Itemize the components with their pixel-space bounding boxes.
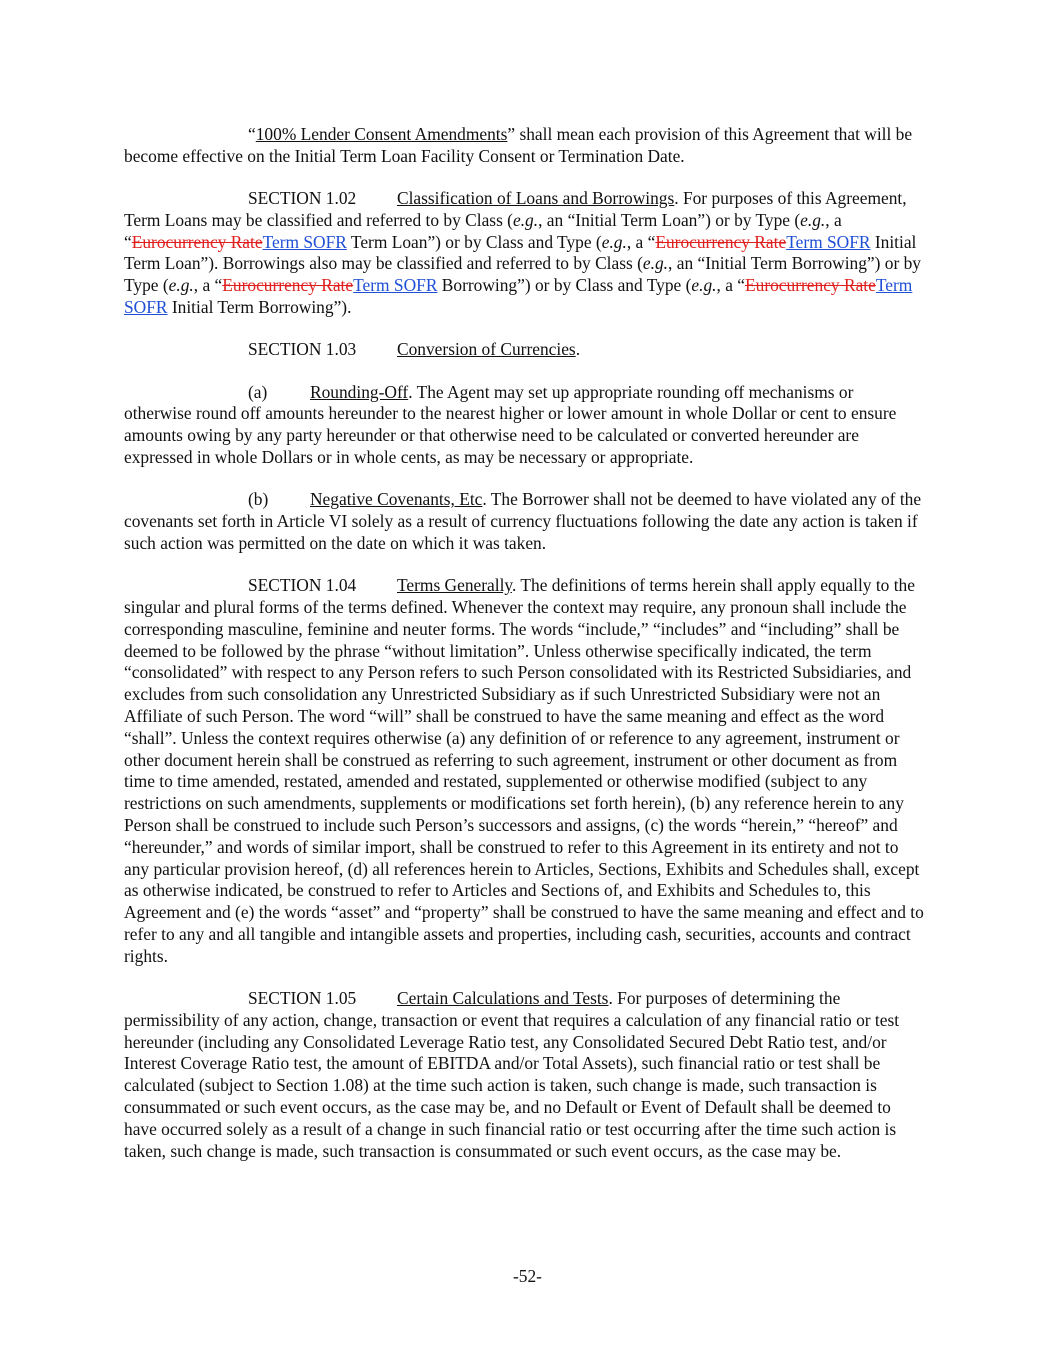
section-text: Term Loan”) or by Class and Type ( (346, 231, 602, 252)
section-text: . For purposes of determining the permissibility of any action, change, transaction or event that requires a calculation of any financial ratio or test hereunder (including any Consolidated Leverage Ratio test, any Consolidated Secured Debt Ratio test, and/or Interest Coverage Ratio test, the amount of EBITDA and/or Total Assets), such financial ratio or test shall be calculated (subject to Section 1.08) at the time such action is taken, such change is made, such transaction is consummated or such event occurs, as the case may be, and no Default or Event of Default shall be deemed to have occurred solely as a result of a change in such financial ratio or test occurring after the time such action is taken, such change is made, such transaction is consummated or such event occurs, as the case may be. (124, 988, 900, 1161)
section-text: Initial Term Borrowing”). (167, 297, 352, 318)
inserted-text: Term SOFR (786, 231, 871, 252)
section-title: Classification of Loans and Borrowings (397, 188, 675, 209)
subsection-title: Rounding-Off (310, 381, 409, 402)
open-quote: “ (248, 124, 256, 144)
section-1-02 (124, 188, 924, 319)
section-title: Terms Generally (397, 575, 512, 596)
section-1-03 (124, 339, 924, 361)
deleted-text: Eurocurrency Rate (745, 275, 876, 296)
section-number: SECTION 1.03 (248, 339, 357, 360)
eg-italic: e.g. (691, 275, 717, 296)
section-1-04 (124, 575, 924, 967)
section-text: , a “ (193, 275, 223, 296)
eg-italic: e.g. (642, 253, 669, 274)
deleted-text: Eurocurrency Rate (655, 231, 787, 252)
section-number: SECTION 1.02 (248, 188, 357, 209)
eg-italic: e.g. (601, 231, 627, 252)
section-number: SECTION 1.04 (248, 575, 357, 596)
subsection-label: (a) (248, 381, 268, 402)
section-text: , a “ (124, 209, 842, 252)
inserted-text: Term SOFR (353, 275, 438, 296)
inserted-text: Term SOFR (124, 275, 913, 318)
deleted-text: Eurocurrency Rate (131, 231, 263, 252)
eg-italic: e.g. (168, 275, 194, 296)
section-text: , a “ (626, 231, 656, 252)
section-text: , an “Initial Term Borrowing”) or by Type ( (124, 253, 922, 296)
section-text: Borrowing”) or by Class and Type ( (437, 275, 692, 296)
defined-term: 100% Lender Consent Amendments (255, 124, 508, 144)
subsection-label: (b) (248, 489, 269, 510)
section-title: Conversion of Currencies (397, 339, 576, 360)
deleted-text: Eurocurrency Rate (222, 275, 354, 296)
section-text: Initial Term Loan”). Borrowings also may be classified and referred to by Class ( (124, 231, 917, 274)
section-text: , an “Initial Term Loan”) or by Type ( (538, 209, 801, 230)
section-text: . (575, 339, 581, 360)
definition-text: ” shall mean each provision of this Agreement that will be become effective on the Initial Term Loan Facility Consent or Termination Date. (124, 124, 913, 166)
eg-italic: e.g. (800, 209, 826, 230)
section-1-05 (124, 988, 924, 1162)
definition-100pct-lender-consent (124, 124, 924, 168)
document-page (124, 124, 924, 1183)
subsection-text: . The Agent may set up appropriate rounding off mechanisms or otherwise round off amounts hereunder to the nearest higher or lower amount in whole Dollar or cent to ensure amounts owing by any party hereunder or that otherwise need to be calculated or converted hereunder are expressed in whole Dollars or in whole cents, as may be necessary or appropriate. (124, 381, 897, 468)
subsection-a-rounding-off (124, 382, 924, 469)
section-title: Certain Calculations and Tests (397, 988, 609, 1009)
section-text: , a “ (716, 275, 745, 296)
subsection-text: . The Borrower shall not be deemed to have violated any of the covenants set forth in Article VI solely as a result of currency fluctuations following the date any action is taken if such action was permitted on the date on which it was taken. (124, 489, 922, 553)
eg-italic: e.g. (512, 209, 539, 230)
section-text: . For purposes of this Agreement, Term Loans may be classified and referred to by Class ( (124, 188, 907, 230)
page-number: -52- (513, 1266, 542, 1286)
section-text: . The definitions of terms herein shall apply equally to the singular and plural forms of the terms defined. Whenever the context may require, any pronoun shall include the corresponding masculine, feminine and neuter forms. The words “include,” “includes” and “including” shall be deemed to be followed by the phrase “without limitation”. Unless otherwise specifically indicated, the term “consolidated” with respect to any Person refers to such Person consolidated with its Restricted Subsidiaries, and excludes from such consolidation any Unrestricted Subsidiary as if such Unrestricted Subsidiary were not an Affiliate of such Person. The word “will” shall be construed to have the same meaning and effect as the word “shall”. Unless the context requires otherwise (a) any definition of or reference to any agreement, instrument or other document herein shall be construed as referring to such agreement, instrument or other document as from time to time amended, restated, amended and restated, supplemented or otherwise modified (subject to any restrictions on such amendments, supplements or modifications set forth herein), (b) any reference herein to any Person shall be construed to include such Person’s successors and assigns, (c) the words “herein,” “hereof” and “hereunder,” and words of similar import, shall be construed to refer to this Agreement in its entirety and not to any particular provision hereof, (d) all references herein to Articles, Sections, Exhibits and Schedules shall, except as otherwise indicated, be construed to refer to Articles and Sections of, and Exhibits and Schedules to, this Agreement and (e) the words “asset” and “property” shall be construed to have the same meaning and effect and to refer to any and all tangible and intangible assets and properties, including cash, securities, accounts and contract rights. (124, 575, 924, 966)
section-number: SECTION 1.05 (248, 988, 357, 1009)
inserted-text: Term SOFR (262, 231, 347, 252)
subsection-title: Negative Covenants, Etc (310, 489, 483, 510)
subsection-b-negative-covenants (124, 489, 924, 554)
